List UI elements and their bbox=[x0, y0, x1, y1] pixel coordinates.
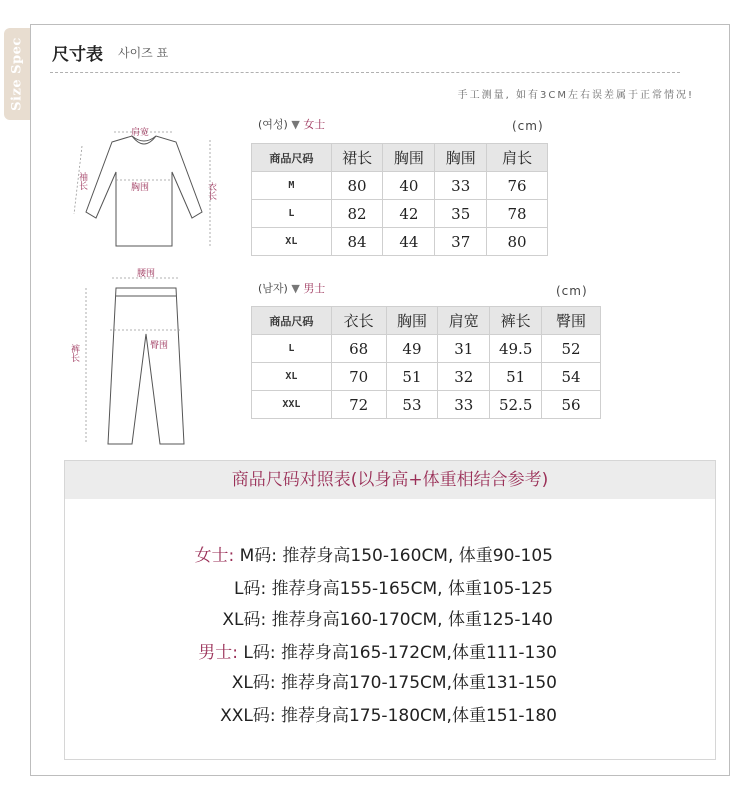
size-cell: M bbox=[252, 172, 332, 200]
table-row bbox=[252, 200, 548, 228]
value-cell: 80 bbox=[487, 228, 548, 256]
value-cell: 52.5 bbox=[490, 391, 542, 419]
table-header-row bbox=[252, 144, 548, 172]
table-row bbox=[252, 172, 548, 200]
value-cell: 53 bbox=[386, 391, 438, 419]
value-cell: 44 bbox=[383, 228, 435, 256]
page-subtitle: 사이즈 표 bbox=[118, 46, 169, 60]
ref-text: L码: 推荐身高165-172CM,体重111-130 bbox=[243, 643, 557, 663]
size-spec-tab-label: Size Spec bbox=[9, 37, 25, 111]
size-cell: XL bbox=[252, 228, 332, 256]
ref-text: XL码: 推荐身高170-175CM,体重131-150 bbox=[231, 673, 557, 693]
length-label-pants: 裤长 bbox=[69, 344, 79, 362]
women-size-table bbox=[251, 143, 548, 256]
value-cell: 42 bbox=[383, 200, 435, 228]
ref-text: M码: 推荐身高150-160CM, 体重90-105 bbox=[239, 546, 553, 566]
header-cell: 肩长 bbox=[487, 144, 548, 172]
size-reference-box bbox=[64, 460, 716, 760]
measurement-note: 手工测量, 如有3CM左右误差属于正常情况! bbox=[457, 90, 694, 101]
header-cell: 商品尺码 bbox=[252, 307, 332, 335]
size-cell: L bbox=[252, 335, 332, 363]
hip-label: 臀围 bbox=[150, 341, 169, 351]
size-cell: XXL bbox=[252, 391, 332, 419]
size-spec-tab bbox=[4, 28, 30, 120]
value-cell: 68 bbox=[331, 335, 386, 363]
value-cell: 84 bbox=[331, 228, 383, 256]
men-ref-label: 男士: bbox=[198, 643, 238, 663]
men-ref-line-xl bbox=[232, 668, 557, 693]
women-label-cn: 女士 bbox=[303, 118, 326, 131]
men-arrow-icon: ▼ bbox=[291, 282, 300, 295]
table-row bbox=[252, 391, 601, 419]
value-cell: 35 bbox=[435, 200, 487, 228]
page-title: 尺寸表 bbox=[52, 45, 103, 65]
value-cell: 33 bbox=[435, 172, 487, 200]
chest-label: 胸围 bbox=[131, 183, 150, 193]
value-cell: 49 bbox=[386, 335, 438, 363]
women-ref-line-m bbox=[194, 541, 553, 566]
value-cell: 33 bbox=[438, 391, 490, 419]
value-cell: 54 bbox=[542, 363, 601, 391]
waist-label: 腰围 bbox=[137, 269, 156, 279]
men-unit: (cm) bbox=[556, 284, 588, 298]
women-ref-line-l bbox=[234, 574, 553, 599]
value-cell: 82 bbox=[331, 200, 383, 228]
men-ref-line-xxl bbox=[220, 701, 557, 726]
value-cell: 80 bbox=[331, 172, 383, 200]
pants-diagram bbox=[64, 270, 204, 450]
table-row bbox=[252, 228, 548, 256]
women-unit: (cm) bbox=[512, 119, 544, 133]
value-cell: 56 bbox=[542, 391, 601, 419]
men-label-ko: (남자) bbox=[258, 282, 288, 295]
value-cell: 37 bbox=[435, 228, 487, 256]
header-cell: 胸围 bbox=[386, 307, 438, 335]
value-cell: 49.5 bbox=[490, 335, 542, 363]
ref-text: XXL码: 推荐身高175-180CM,体重151-180 bbox=[220, 706, 557, 726]
size-reference-title: 商品尺码对照表(以身高+体重相结合参考) bbox=[65, 461, 715, 499]
shoulder-label: 肩宽 bbox=[131, 128, 150, 138]
men-label-cn: 男士 bbox=[303, 282, 326, 295]
header-cell: 臀围 bbox=[542, 307, 601, 335]
size-cell: L bbox=[252, 200, 332, 228]
value-cell: 72 bbox=[331, 391, 386, 419]
header-cell: 胸围 bbox=[435, 144, 487, 172]
men-section-label bbox=[258, 280, 325, 296]
value-cell: 51 bbox=[386, 363, 438, 391]
women-arrow-icon: ▼ bbox=[291, 118, 300, 131]
women-ref-label: 女士: bbox=[194, 546, 235, 566]
women-label-ko: (여성) bbox=[258, 118, 288, 131]
value-cell: 51 bbox=[490, 363, 542, 391]
header-cell: 裙长 bbox=[331, 144, 383, 172]
table-row bbox=[252, 335, 601, 363]
men-ref-line-l bbox=[198, 638, 557, 663]
value-cell: 31 bbox=[438, 335, 490, 363]
value-cell: 32 bbox=[438, 363, 490, 391]
sleeve-label: 袖长 bbox=[77, 172, 87, 190]
value-cell: 76 bbox=[487, 172, 548, 200]
value-cell: 52 bbox=[542, 335, 601, 363]
size-cell: XL bbox=[252, 363, 332, 391]
table-header-row bbox=[252, 307, 601, 335]
men-size-table bbox=[251, 306, 601, 419]
header-cell: 商品尺码 bbox=[252, 144, 332, 172]
value-cell: 70 bbox=[331, 363, 386, 391]
ref-text: XL码: 推荐身高160-170CM, 体重125-140 bbox=[222, 610, 553, 630]
value-cell: 78 bbox=[487, 200, 548, 228]
women-ref-line-xl bbox=[222, 605, 553, 630]
table-row bbox=[252, 363, 601, 391]
header-cell: 裤长 bbox=[490, 307, 542, 335]
women-section-label bbox=[258, 116, 325, 132]
length-label-top: 衣长 bbox=[206, 182, 216, 200]
ref-text: L码: 推荐身高155-165CM, 体重105-125 bbox=[233, 579, 553, 599]
header-cell: 肩宽 bbox=[438, 307, 490, 335]
header-cell: 胸围 bbox=[383, 144, 435, 172]
value-cell: 40 bbox=[383, 172, 435, 200]
header-divider bbox=[50, 72, 680, 73]
header-cell: 衣长 bbox=[331, 307, 386, 335]
